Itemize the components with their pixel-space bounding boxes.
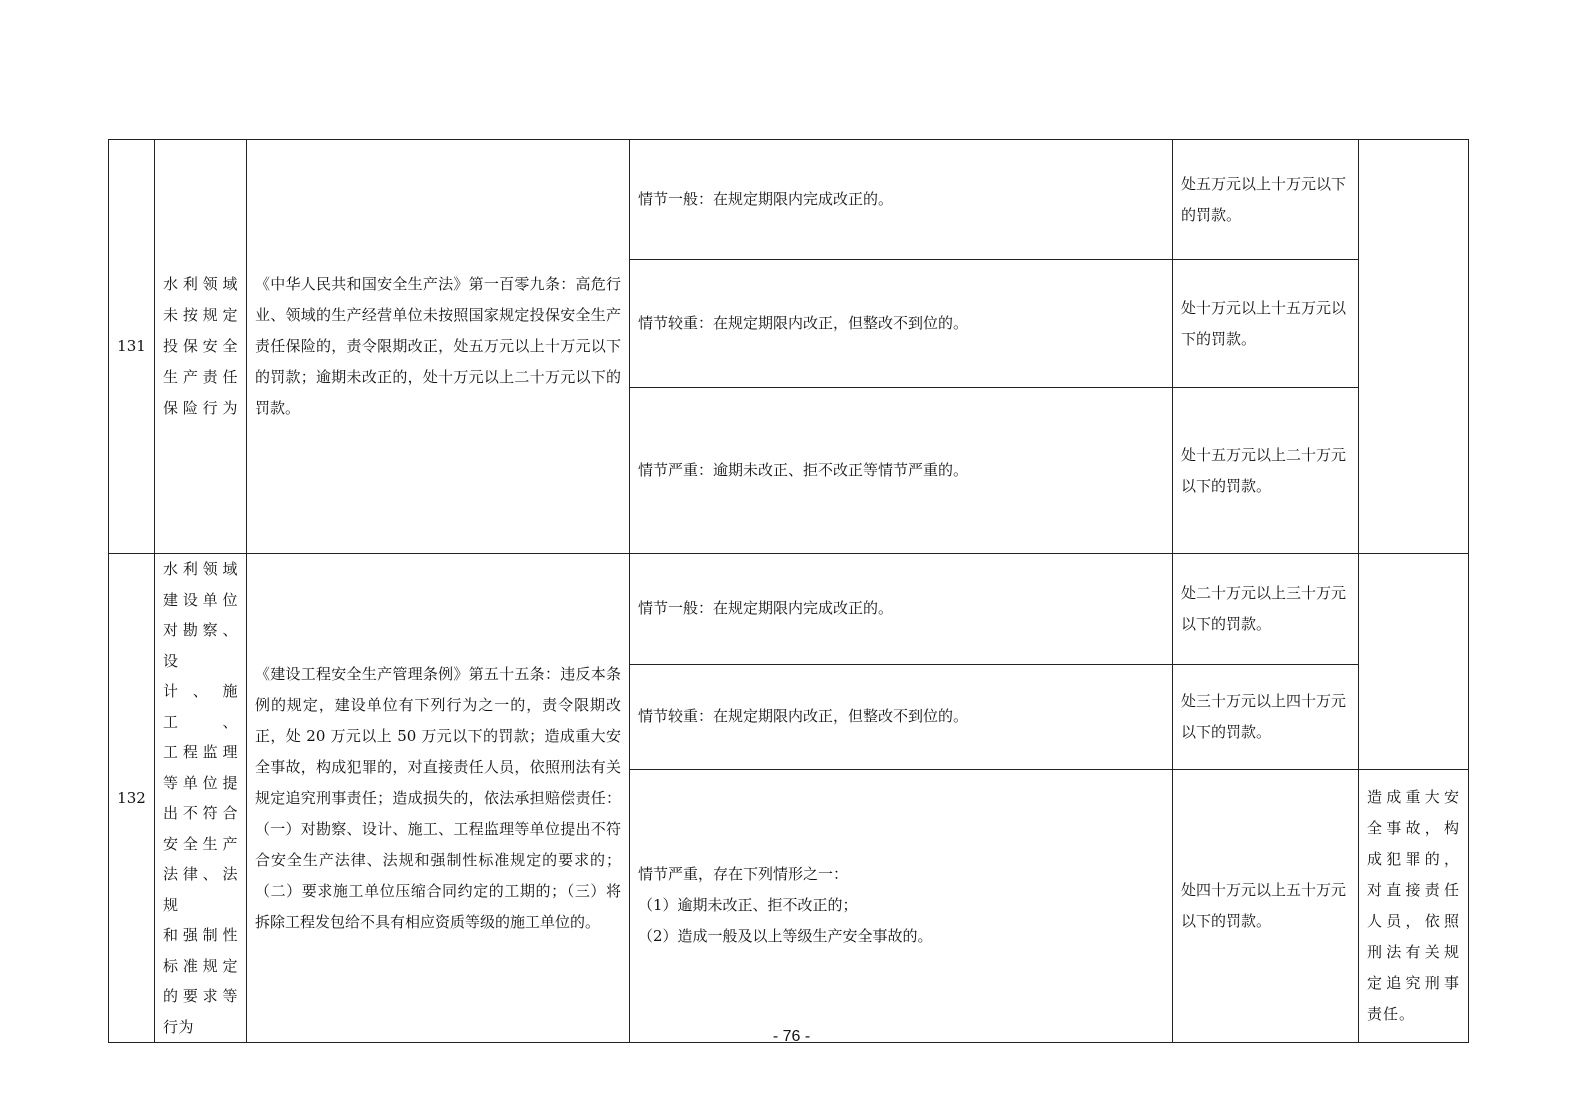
- penalty-standards-table: [108, 139, 1469, 1043]
- circumstance-severe: 情节严重：逾期未改正、拒不改正等情节严重的。: [630, 388, 1173, 554]
- legal-basis: 《中华人民共和国安全生产法》第一百零九条：高危行业、领域的生产经营单位未按照国家规定投保安全生产责任保险的，责令限期改正，处五万元以上十万元以下的罚款；逾期未改正的，处十万元以上二十万元以下的罚款。: [247, 140, 630, 554]
- legal-basis: 《建设工程安全生产管理条例》第五十五条：违反本条例的规定，建设单位有下列行为之一的，责令限期改正，处 20 万元以上 50 万元以下的罚款；造成重大安全事故，构成犯罪的，对直接责任人员，依照刑法有关规定追究刑事责任；造成损失的，依法承担赔偿责任：（一）对勘察、设计、施工、工程监理等单位提出不符合安全生产法律、法规和强制性标准规定的要求的；（二）要求施工单位压缩合同约定的工期的；（三）将拆除工程发包给不具有相应资质等级的施工单位的。: [247, 554, 630, 1043]
- violation-behavior: 水利领域未按规定投保安全生产责任保险行为: [155, 140, 247, 554]
- circumstance-general: 情节一般：在规定期限内完成改正的。: [630, 140, 1173, 260]
- circumstance-serious: 情节较重：在规定期限内改正，但整改不到位的。: [630, 260, 1173, 388]
- page-number: - 76 -: [772, 1028, 811, 1045]
- violation-behavior: 水利领域 建设单位 对勘察、设 计、施工、 工程监理 等单位提 出不符合 安全生产 法律、法规 和强制性 标准规定 的要求等 行为: [155, 554, 247, 1043]
- circumstance-severe: 情节严重，存在下列情形之一： （1）逾期未改正、拒不改正的； （2）造成一般及以上等级生产安全事故的。: [630, 769, 1173, 1042]
- penalty-standard-severe: 处四十万元以上五十万元以下的罚款。: [1173, 769, 1359, 1042]
- item-number: 131: [109, 140, 155, 554]
- penalty-standard-severe: 处十五万元以上二十万元以下的罚款。: [1173, 388, 1359, 554]
- penalty-standard-serious: 处十万元以上十五万元以下的罚款。: [1173, 260, 1359, 388]
- penalty-standard-general: 处二十万元以上三十万元以下的罚款。: [1173, 554, 1359, 665]
- remarks-empty: [1359, 554, 1469, 770]
- penalty-standard-general: 处五万元以上十万元以下的罚款。: [1173, 140, 1359, 260]
- item-number: 132: [109, 554, 155, 1043]
- circumstance-serious: 情节较重：在规定期限内改正，但整改不到位的。: [630, 664, 1173, 769]
- penalty-standard-serious: 处三十万元以上四十万元以下的罚款。: [1173, 664, 1359, 769]
- table-row: [109, 140, 1469, 260]
- circumstance-general: 情节一般：在规定期限内完成改正的。: [630, 554, 1173, 665]
- remarks: [1359, 140, 1469, 554]
- table-row: [109, 554, 1469, 665]
- remarks: 造成重大安全事故，构成犯罪的，对直接责任人员，依照刑法有关规定追究刑事责任。: [1359, 769, 1469, 1042]
